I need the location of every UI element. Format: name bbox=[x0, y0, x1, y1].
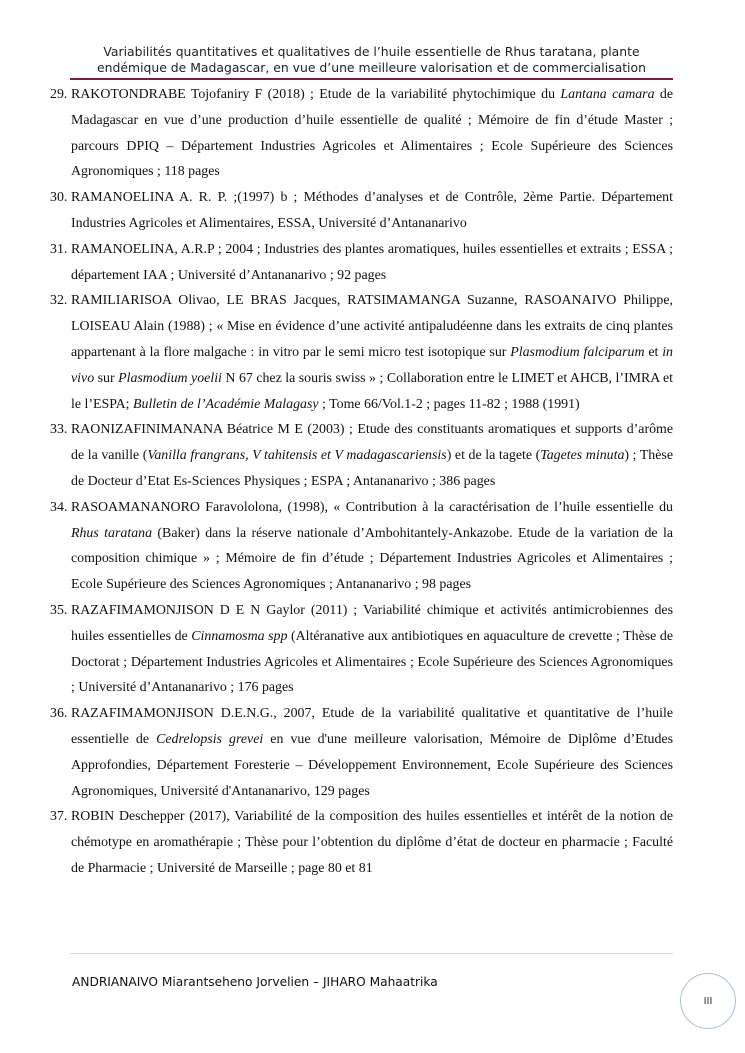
reference-item bbox=[50, 185, 673, 237]
reference-text: RAZAFIMAMONJISON D.E.N.G., 2007, Etude de la variabilité qualitative et quantitative de l’huile essentielle de bbox=[71, 706, 673, 747]
reference-item bbox=[50, 804, 673, 881]
footer-authors: ANDRIANAIVO Miarantseheno Jorvelien – JIHARO Mahaatrika bbox=[72, 975, 438, 989]
reference-item bbox=[50, 417, 673, 494]
reference-text: en vue d'une meilleure valorisation, Mémoire de Diplôme d’Etudes Approfondies, Département Foresterie – Développement Environnement, Ecole Supérieure des Sciences Agronomiques, Université d'Antananarivo, 129 pages bbox=[71, 731, 673, 799]
reference-italic-text: Rhus taratana bbox=[71, 525, 153, 541]
reference-number: 30. bbox=[50, 190, 68, 206]
reference-number: 34. bbox=[50, 499, 68, 515]
reference-text: RAZAFIMAMONJISON D E N Gaylor (2011) ; Variabilité chimique et activités antimicrobiennes des huiles essentielles de bbox=[71, 602, 673, 644]
reference-text: RAMANOELINA A. R. P. ;(1997) b ; Méthodes d’analyses et de Contrôle, 2ème Partie. Département Industries Agricoles et Alimentaires, ESSA, Université d’Antananarivo bbox=[71, 190, 673, 231]
reference-number: 29. bbox=[50, 87, 68, 102]
reference-italic-text: Cinnamosma spp bbox=[191, 628, 288, 644]
reference-italic-text: Plasmodium yoelii bbox=[118, 370, 222, 386]
header-line-1: Variabilités quantitatives et qualitatives de l’huile essentielle de Rhus taratana, plante bbox=[103, 44, 640, 59]
reference-text: ) et de la tagete ( bbox=[446, 448, 541, 464]
reference-text: RAKOTONDRABE Tojofaniry F (2018) ; Etude de la variabilité phytochimique du bbox=[71, 87, 561, 102]
reference-text: RAONIZAFINIMANANA Béatrice M E (2003) ; Etude des constituants aromatiques et supports d’arôme de la vanille ( bbox=[71, 422, 673, 464]
footer-divider bbox=[70, 953, 673, 954]
reference-item bbox=[50, 598, 673, 701]
reference-text: RASOAMANANORO Faravololona, (1998), « Contribution à la caractérisation de l’huile essentielle du bbox=[71, 499, 673, 515]
reference-text: ROBIN Deschepper (2017), Variabilité de la composition des huiles essentielles et intérêt de la notion de chémotype en aromathérapie ; Thèse pour l’obtention du diplôme d’état de docteur en pharmacie ; Faculté de Pharmacie ; Université de Marseille ; page 80 et 81 bbox=[71, 809, 673, 876]
reference-item bbox=[50, 237, 673, 289]
reference-text: RAMILIARISOA Olivao, LE BRAS Jacques, RATSIMAMANGA Suzanne, RASOANAIVO Philippe, LOISEAU Alain (1988) ; « Mise en évidence d’une activité antipaludéenne dans les extraits de cinq plantes appartenant à la flore malgache : in vitro par le semi micro test isotopique sur bbox=[71, 293, 673, 360]
reference-item bbox=[50, 288, 673, 417]
reference-text: ) ; Thèse de Docteur d’Etat Es-Sciences Physiques ; ESPA ; Antananarivo ; 386 pages bbox=[71, 448, 673, 489]
reference-item bbox=[50, 701, 673, 804]
page-number: III bbox=[703, 995, 713, 1007]
reference-item bbox=[50, 495, 673, 598]
reference-text: (Altéranative aux antibiotiques en aquaculture de crevette ; Thèse de Doctorat ; Département Industries Agricoles et Alimentaires ; Ecole Supérieure des Sciences Agronomiques ; Université d’Antananarivo ; 176 pages bbox=[71, 628, 673, 696]
reference-italic-text: Plasmodium falciparum bbox=[510, 344, 645, 360]
running-header bbox=[70, 44, 673, 76]
reference-text: et bbox=[644, 344, 663, 360]
reference-italic-text: Tagetes minuta bbox=[540, 448, 625, 464]
reference-italic-text: Lantana camara bbox=[560, 87, 655, 102]
reference-italic-text: Bulletin de l’Académie Malagasy bbox=[133, 396, 319, 412]
reference-text: ; Tome 66/Vol.1-2 ; pages 11-82 ; 1988 (1991) bbox=[318, 396, 580, 412]
reference-number: 31. bbox=[50, 241, 68, 257]
page-number-badge bbox=[680, 973, 736, 1029]
reference-text: sur bbox=[94, 370, 119, 386]
reference-text: RAMANOELINA, A.R.P ; 2004 ; Industries des plantes aromatiques, huiles essentielles et extraits ; ESSA ; département IAA ; Université d’Antananarivo ; 92 pages bbox=[71, 241, 673, 283]
header-line-2: endémique de Madagascar, en vue d’une meilleure valorisation et de commercialisation bbox=[97, 60, 646, 75]
reference-text: de Madagascar en vue d’une production d’huile essentielle de qualité ; Mémoire de fin d’étude Master ; parcours DPIQ – Département Industries Agricoles et Alimentaires ; Ecole Supérieure des Sciences Agronomiques ; 118 pages bbox=[71, 87, 673, 180]
reference-italic-text: in vivo bbox=[71, 344, 673, 386]
reference-number: 37. bbox=[50, 809, 68, 825]
reference-item bbox=[50, 82, 673, 185]
reference-list bbox=[50, 82, 673, 882]
reference-number: 32. bbox=[50, 293, 68, 309]
reference-text: (Baker) dans la réserve nationale d’Ambohitantely-Ankazobe. Etude de la variation de la composition chimique » ; Mémoire de fin d’étude ; Département Industries Agricoles et Alimentaires ; Ecole Supérieure des Sciences Agronomiques ; Antananarivo ; 98 pages bbox=[71, 525, 673, 593]
reference-number: 36. bbox=[50, 706, 68, 722]
header-divider bbox=[70, 78, 673, 80]
reference-italic-text: Cedrelopsis grevei bbox=[156, 731, 264, 747]
reference-number: 33. bbox=[50, 422, 68, 438]
reference-italic-text: Vanilla frangrans, V tahitensis et V madagascariensis bbox=[147, 448, 447, 464]
reference-text: N 67 chez la souris swiss » ; Collaboration entre le LIMET et AHCB, l’IMRA et le l’ESPA; bbox=[71, 370, 673, 412]
reference-number: 35. bbox=[50, 602, 68, 618]
